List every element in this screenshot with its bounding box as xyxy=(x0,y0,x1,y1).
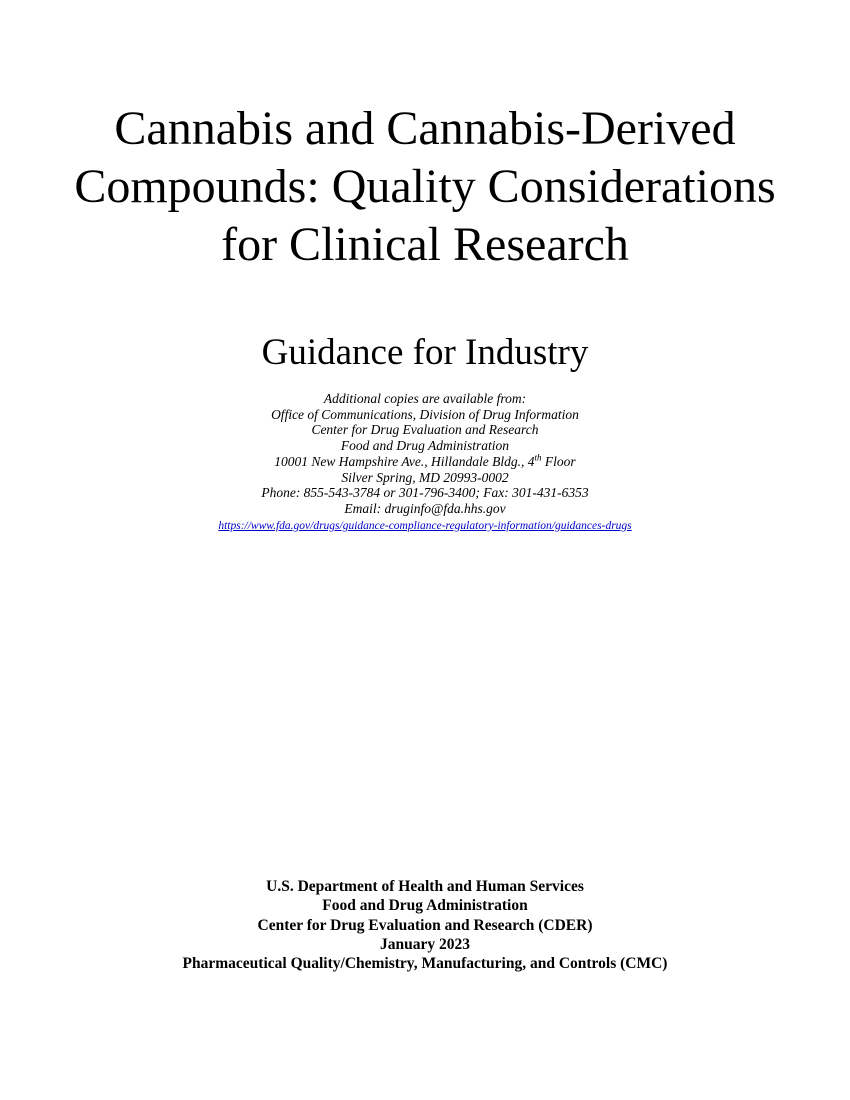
office-name: Office of Communications, Division of Drug Information xyxy=(271,406,579,422)
guidance-category: Pharmaceutical Quality/Chemistry, Manufacturing, and Controls (CMC) xyxy=(182,955,668,973)
document-title: Cannabis and Cannabis-Derived Compounds: Quality Considerations for Clinical Research xyxy=(74,102,776,271)
street-address xyxy=(60,454,790,470)
department-name: U.S. Department of Health and Human Services xyxy=(266,878,584,895)
availability-intro: Additional copies are available from: xyxy=(323,391,527,406)
email-address: Email: druginfo@fda.hhs.gov xyxy=(344,500,506,516)
issue-date: January 2023 xyxy=(380,935,470,953)
guidance-url-link[interactable]: https://www.fda.gov/drugs/guidance-compliance-regulatory-information/guidances-drugs xyxy=(218,519,632,532)
ordinal-suffix: th xyxy=(534,452,542,463)
street-address-floor: Floor xyxy=(541,453,576,469)
availability-block xyxy=(60,391,790,534)
street-address-main: 10001 New Hampshire Ave., Hillandale Bldg., 4 xyxy=(274,453,535,469)
issuer-block xyxy=(60,877,790,973)
footer-agency-name: Food and Drug Administration xyxy=(322,897,528,915)
footer-center-name: Center for Drug Evaluation and Research (CDER) xyxy=(257,916,593,934)
agency-name: Food and Drug Administration xyxy=(340,438,510,454)
document-subtitle: Guidance for Industry xyxy=(261,332,589,373)
center-name: Center for Drug Evaluation and Research xyxy=(311,422,539,438)
phone-fax: Phone: 855-543-3784 or 301-796-3400; Fax: 301-431-6353 xyxy=(261,485,589,501)
city-state-zip: Silver Spring, MD 20993-0002 xyxy=(341,469,509,485)
